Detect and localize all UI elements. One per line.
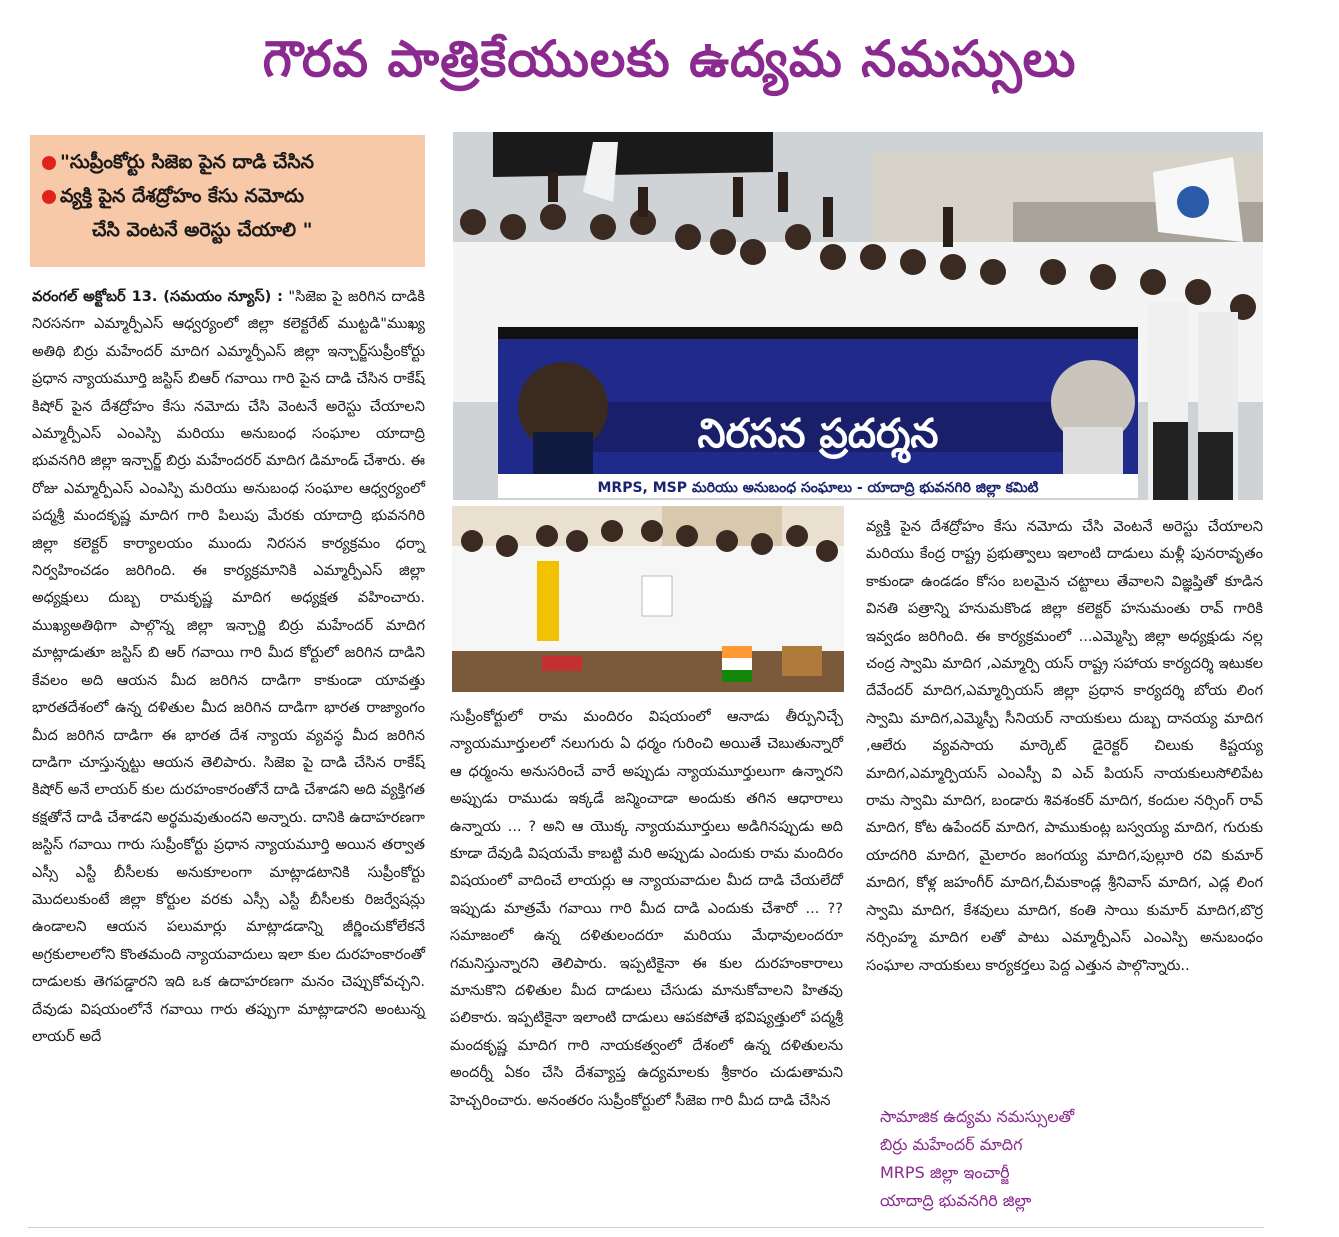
protest-photo	[453, 132, 1263, 500]
signature-block	[880, 1103, 1260, 1215]
callout-line-2: వ్యక్తి పైన దేశద్రోహం కేసు నమోదు	[42, 179, 413, 213]
article-text: సుప్రీంకోర్టులో రామ మందిరం విషయంలో ఆనాడు తీర్పునిచ్చే న్యాయమూర్తులలో నలుగురు ఏ ధర్మం గురించి అయితే చెబుతున్నారో ఆ ధర్మంను అనుసరించే వారే అప్పుడు న్యాయమూర్తులుగా ఉన్నారని అప్పుడు రాముడు ఇక్కడే జన్మించాడా అందుకు తగిన ఆధారాలు ఉన్నాయ ... ? అని ఆ యొక్క న్యాయమూర్తులు అడిగినప్పుడు అది కూడా దేవుడి విషయమే కాబట్టి మరి అప్పుడు ఎందుకు రామ మందిరం విషయంలో వాదించే లాయర్లు ఆ న్యాయవాదుల మీద దాడి చేయలేదో ఇప్పుడు మాత్రమే గవాయి గారి మీద దాడి ఎందుకు చేశారో ... ?? సమాజంలో ఉన్న దళితులందరూ మరియు మేధావులందరూ గమనిస్తున్నారని తెలిపారు. ఇప్పటికైనా ఈ కుల దురహంకారాలు మానుకొని దళితుల మీద దాడులు చేసుడు మానుకోవాలని హితవు పలికారు. ఇప్పటికైనా ఇలాంటి దాడులు ఆపకపోతే భవిష్యత్తులో పద్మశ్రీ మందకృష్ణ మాదిగ గారి నాయకత్వంలో దేశంలో ఉన్న దళితులను అందర్నీ ఏకం చేసి దేశవ్యాప్త ఉద్యమాలకు శ్రీకారం చుడుతామని హెచ్చరించారు. అనంతరం సుప్రీంకోర్టులో సీజెఐ గారి మీద దాడి చేసిన	[450, 708, 843, 1109]
callout-box	[30, 135, 425, 267]
signature-line: బిర్రు మహేందర్ మాదిగ	[880, 1135, 1023, 1154]
article-text: "సిజెఐ పై జరిగిన దాడికి నిరసనగా ఎమ్మార్పీఎస్ ఆధ్వర్యంలో జిల్లా కలెక్టరేట్ ముట్టడి"ముఖ్య అతిథి బిర్రు మహేందర్ మాదిగ ఎమ్మార్పీఎస్ జిల్లా ఇన్చార్జ్‌సుప్రీంకోర్టు ప్రధాన న్యాయమూర్తి జస్టిస్ బిఆర్ గవాయి గారి పైన దాడి చేసిన రాకేష్ కిషోర్ పైన దేశద్రోహం కేసు నమోదు చేసి వెంటనే అరెస్టు చేయాలని ఎమ్మార్పీఎస్ ఎంఎస్పి మరియు అనుబంధ సంఘాల యాదాద్రి భువనగిరి జిల్లా ఇన్చార్జ్ బిర్రు మహేందరర్ మాదిగ డిమాండ్ చేశారు. ఈ రోజు ఎమ్మార్పీఎస్ ఎంఎస్పి మరియు అనుబంధ సంఘాల ఆధ్వర్యంలో పద్మశ్రీ మందకృష్ణ మాదిగ గారి పిలుపు మేరకు యాదాద్రి భువనగిరి జిల్లా కలెక్టర్ కార్యాలయం ముందు నిరసన కార్యక్రమం ధర్నా నిర్వహించడం జరిగింది. ఈ కార్యక్రమానికి ఎమ్మార్పీఎస్ జిల్లా అధ్యక్షులు దుబ్బ రామకృష్ణ మాదిగ అధ్యక్షత వహించారు. ముఖ్యఅతిథిగా పాల్గొన్న జిల్లా ఇన్చార్జి బిర్రు మహేందర్ మాదిగ మాట్లాడుతూ జస్టిస్ బి ఆర్ గవాయి గారి మీద కోర్టులో జరిగిన దాడిని కేవలం అది ఆయన మీద జరిగిన దాడిగా కాకుండా యావత్తు భారతదేశంలో ఉన్న దళితుల మీద జరిగిన దాడిగా భారత రాజ్యాంగం మీద జరిగిన దాడిగా ఈ భారత దేశ న్యాయ వ్యవస్థ మీద జరిగిన దాడిగా చూస్తున్నట్టు ఆయన తెలిపారు. సిజెఐ పై దాడి చేసిన రాకేష్ కిషోర్ అనే లాయర్ కుల దురహంకారంతోనే దాడి చేశాడని అది వ్యక్తిగత కక్షతోనే దాడి చేశాడని అర్థమవుతుందని అన్నారు. దానికి ఉదాహరణగా జస్టిస్ గవాయి గారు సుప్రీంకోర్టు ప్రధాన న్యాయమూర్తి అయిన తర్వాత ఎస్సీ ఎస్టీ బీసీలకు అనుకూలంగా మాట్లాడటానికి సుప్రీంకోర్టు మొదలుకుంటే జిల్లా కోర్టుల వరకు ఎస్సీ ఎస్టీ బీసీలకు రిజర్వేషన్లు ఉండాలని ఆయన పలుమార్లు మాట్లాడడాన్ని జీర్ణించుకోలేకనే అగ్రకులాలలోని కొంతమంది న్యాయవాదులు ఇలా కుల దురహంకారంతో దాడులకు తెగపడ్డారని ఇది ఒక ఉదాహరణగా మనం చెప్పుకోవచ్చని. దేవుడు విషయంలోనే గవాయి గారు తప్పుగా మాట్లాడారని అంటున్న లాయర్ అదే	[32, 288, 425, 1045]
signature-line: సామాజిక ఉద్యమ నమస్సులతో	[880, 1107, 1075, 1126]
callout-line-1: "సుప్రీంకోర్టు సిజెఐ పైన దాడి చేసిన	[42, 145, 413, 179]
bullet-icon	[42, 190, 56, 204]
banner-title: నిరసన ప్రదర్శన	[697, 411, 939, 457]
callout-line-3: చేసి వెంటనే అరెస్టు చేయాలి "	[92, 219, 313, 241]
bullet-icon	[42, 156, 56, 170]
article-column-2	[450, 703, 843, 1114]
memorandum-photo	[452, 506, 844, 692]
banner-footer: MRPS, MSP మరియు అనుబంధ సంఘాలు - యాదాద్రి భువనగిరి జిల్లా కమిటి	[597, 480, 1039, 496]
article-text: వ్యక్తి పైన దేశద్రోహం కేసు నమోదు చేసి వెంటనే అరెస్టు చేయాలని మరియు కేంద్ర రాష్ట్ర ప్రభుత్వాలు ఇలాంటి దాడులు మళ్లీ పునరావృతం కాకుండా ఉండడం కోసం బలమైన చట్టాలు తేవాలని విజ్ఞప్తితో కూడిన వినతి పత్రాన్ని హనుమకొండ జిల్లా కలెక్టర్ హనుమంతు రావ్ గారికి ఇవ్వడం జరిగింది. ఈ కార్యక్రమంలో ...ఎమ్మెస్పి జిల్లా అధ్యక్షుడు నల్ల చంద్ర స్వామి మాదిగ ,ఎమ్మార్పి యస్ రాష్ట్ర సహాయ కార్యదర్శి ఇటుకల దేవేందర్ మాదిగ,ఎమ్మార్పియస్ జిల్లా ప్రధాన కార్యదర్శి బోయ లింగ స్వామి మాదిగ,ఎమ్మెస్పీ సీనియర్ నాయకులు దుబ్బ దానయ్య మాదిగ ,ఆలేరు వ్యవసాయ మార్కెట్ డైరెక్టర్ చిలుకు కిష్టయ్య మాదిగ,ఎమ్మార్పియస్ ఎంఎస్పీ వి ఎచ్ పియస్ నాయకులుసోలిపేట రామ స్వామి మాదిగ, బండారు శివశంకర్ మాదిగ, కందుల నర్సింగ్ రావ్ మాదిగ, కోట ఉపేందర్ మాదిగ, పాముకుంట్ల బస్వయ్య మాదిగ, గురుకు యాదగిరి మాదిగ, మైలారం జంగయ్య మాదిగ,పుల్లూరి రవి కుమార్ మాదిగ, కోళ్ల జహంగీర్ మాదిగ,చీమకాండ్ల శ్రీనివాస్ మాదిగ, ఎడ్ల లింగ స్వామి మాదిగ, కేశవులు మాదిగ, కంతి సాయి కుమార్ మాదిగ,బొర్ర నర్సింహ్మ మాదిగ లతో పాటు ఎమ్మార్పీఎస్ ఎంఎస్పి అనుబంధం సంఘాల నాయకులు కార్యకర్తలు పెద్ద ఎత్తున పాల్గొన్నారు..	[866, 518, 1263, 974]
signature-line: MRPS జిల్లా ఇంచార్జీ	[880, 1163, 1010, 1182]
article-column-1	[32, 283, 425, 1050]
signature-line: యాదాద్రి భువనగిరి జిల్లా	[880, 1191, 1032, 1210]
dateline: వరంగల్ అక్టోబర్ 13. (సమయం న్యూస్) :	[32, 288, 283, 305]
headline: గౌరవ పాత్రికేయులకు ఉద్యమ నమస్సులు	[262, 30, 1077, 88]
bottom-rule	[28, 1227, 1264, 1228]
article-column-3	[866, 513, 1263, 979]
